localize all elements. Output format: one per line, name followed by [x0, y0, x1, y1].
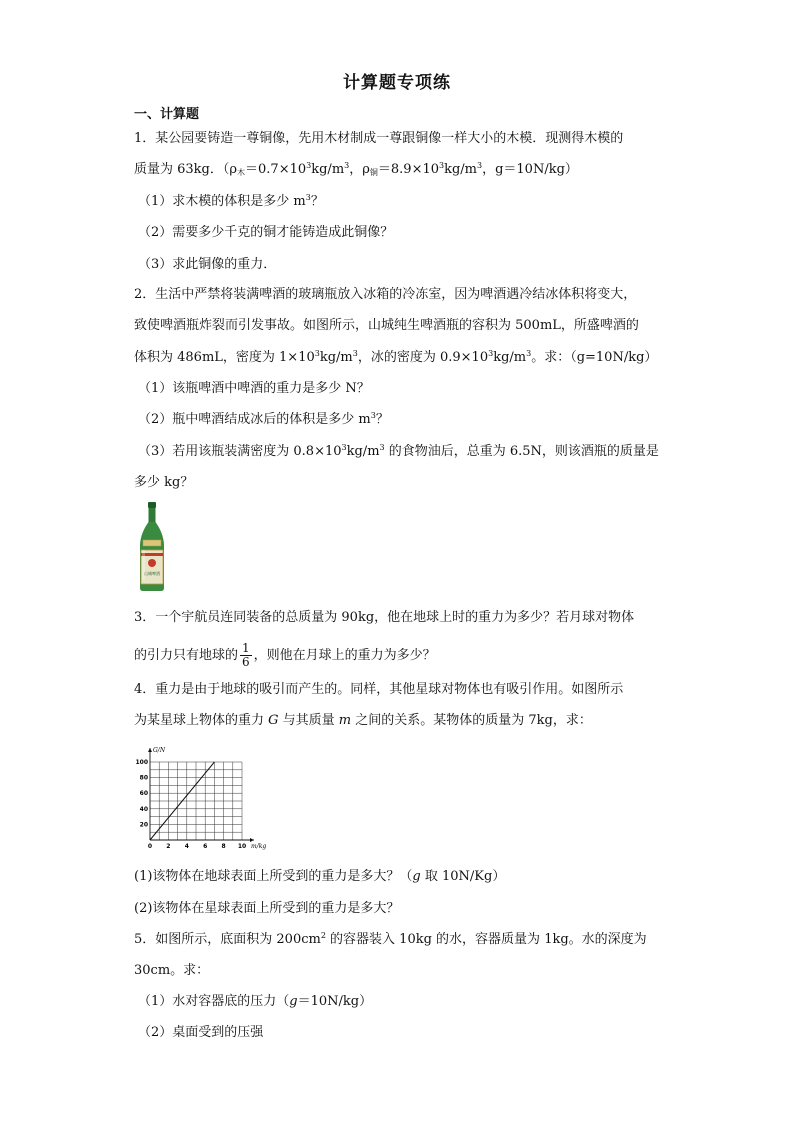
q2-line-1: 2．生活中严禁将装满啤酒的玻璃瓶放入冰箱的冷冻室，因为啤酒遇冷结冰体积将变大，	[134, 287, 637, 302]
q5-line-1	[134, 931, 647, 949]
x-tick-label: 2	[166, 843, 171, 850]
gravity-mass-graph	[126, 740, 266, 855]
q2-text: kg/m	[319, 350, 353, 365]
q4-var-m: m	[338, 713, 352, 728]
q2-sup: 3	[341, 443, 347, 452]
x-tick-label: 0	[147, 843, 153, 850]
q4-text: 取 10N/Kg）	[420, 869, 506, 884]
q2-part-2	[138, 411, 389, 429]
q1-text: （1）求木模的体积是多少 m	[138, 194, 306, 209]
q4-text: 之间的关系。某物体的质量为 7kg，求：	[351, 713, 592, 728]
q2-sup: 3	[488, 349, 494, 358]
y-tick-label: 40	[139, 805, 148, 813]
fraction-one-sixth	[240, 642, 252, 669]
q1-sub: 木	[237, 168, 246, 177]
q2-text: ？	[375, 412, 389, 427]
q2-part-3-cont: 多少 kg？	[134, 475, 194, 490]
x-axis-label: m/kg	[251, 843, 266, 850]
q5-text: 的容器装入 10kg 的水，容器质量为 1kg。水的深度为	[325, 932, 647, 947]
q2-text: 体积为 486mL，密度为 1×10	[134, 350, 315, 365]
y-tick-label: 80	[139, 774, 148, 782]
q5-text: ＝10N/kg）	[297, 994, 373, 1009]
x-axis-arrow	[250, 838, 254, 842]
q2-sup: 3	[314, 349, 320, 358]
q4-line-1: 4．重力是由于地球的吸引而产生的。同样，其他星球对物体也有吸引作用。如图所示	[134, 682, 624, 697]
q1-text: 质量为 63kg．（ρ	[134, 162, 238, 177]
q2-sup: 3	[526, 349, 532, 358]
x-tick-label: 10	[237, 843, 247, 850]
q4-part-2: (2)该物体在星球表面上所受到的重力是多大？	[134, 901, 400, 916]
q1-text: 1．某公园要铸造一尊铜像，先用木材制成一尊跟铜像一样大小的木模．现测得木模的	[134, 131, 624, 146]
q4-text: 与其质量	[278, 713, 339, 728]
x-tick-label: 8	[221, 843, 226, 850]
q1-text: ＝8.9×10	[377, 162, 439, 177]
q1-sup: 3	[306, 161, 312, 170]
q1-line-2	[134, 161, 578, 179]
y-tick-label: 100	[135, 759, 148, 766]
y-tick-label: 20	[139, 821, 148, 829]
q1-sub: 铜	[369, 168, 378, 177]
q3-line-1: 3．一个宇航员连同装备的总质量为 90kg，他在地球上时的重力为多少？若月球对物体	[134, 610, 635, 625]
q1-sup: 3	[344, 161, 350, 170]
q4-text: 为某星球上物体的重力	[134, 713, 269, 728]
q4-line-2	[134, 712, 592, 730]
q2-sup: 3	[352, 349, 358, 358]
q1-text: ，ρ	[349, 162, 370, 177]
q2-text: kg/m	[346, 444, 380, 459]
q5-text: 5．如图所示，底面积为 200cm	[134, 932, 321, 947]
bottle-label: 山城啤酒	[144, 571, 160, 576]
q5-part-1	[138, 993, 372, 1011]
q2-text: 的食物油后，总重为 6.5N，则该酒瓶的质量是	[384, 444, 659, 459]
x-tick-label: 6	[203, 843, 208, 850]
q4-part-1	[134, 868, 505, 886]
q4-var-G: G	[268, 713, 279, 728]
beer-bottle-image	[137, 500, 167, 592]
q2-text: 。求：（g=10N/kg）	[531, 350, 658, 365]
graph-grid	[150, 762, 242, 840]
y-axis-label: G/N	[153, 747, 166, 754]
q1-sup: 3	[477, 161, 483, 170]
q2-text: （2）瓶中啤酒结成冰后的体积是多少 m	[138, 412, 371, 427]
q2-line-3	[134, 349, 657, 367]
q2-line-2: 致使啤酒瓶炸裂而引发事故。如图所示，山城纯生啤酒瓶的容积为 500mL，所盛啤酒的	[134, 318, 639, 333]
q2-part-1: （1）该瓶啤酒中啤酒的重力是多少 N？	[138, 381, 370, 396]
q2-text: ，冰的密度为 0.9×10	[357, 350, 489, 365]
q3-text: 的引力只有地球的	[134, 648, 239, 663]
q1-part-2: （2）需要多少千克的铜才能铸造成此铜像？	[138, 225, 394, 240]
y-tick-label: 60	[139, 790, 148, 798]
q2-text: （3）若用该瓶装满密度为 0.8×10	[138, 444, 342, 459]
q1-sup: 3	[439, 161, 445, 170]
q4-var-g: g	[412, 869, 421, 884]
q1-line-1	[134, 130, 623, 148]
q1-text: kg/m	[311, 162, 345, 177]
graph-ticks	[135, 759, 246, 850]
q1-text: ＝0.7×10	[245, 162, 307, 177]
q1-part-1	[138, 193, 324, 211]
q1-text: ？	[310, 194, 324, 209]
q5-sup: 2	[320, 931, 326, 940]
q2-part-3	[138, 443, 659, 461]
y-axis-arrow	[148, 748, 152, 752]
q5-var-g: g	[289, 994, 298, 1009]
q2-text: kg/m	[493, 350, 527, 365]
page-title: 计算题专项练	[343, 73, 451, 93]
q1-text: kg/m	[444, 162, 477, 177]
q3-line-2	[134, 642, 436, 669]
q5-part-2: （2）桌面受到的压强	[138, 1025, 264, 1040]
q3-text: ，则他在月球上的重力为多少？	[253, 648, 436, 663]
q2-sup: 3	[370, 411, 376, 420]
fraction-denominator: 6	[242, 655, 250, 669]
q4-text: (1)该物体在地球表面上所受到的重力是多大？（	[134, 869, 413, 884]
q1-sup: 3	[305, 193, 311, 202]
q5-line-2: 30cm。求：	[134, 963, 210, 978]
fraction-numerator: 1	[242, 641, 250, 655]
q5-text: （1）水对容器底的压力（	[138, 994, 290, 1009]
q1-text: ，g＝10N/kg）	[482, 162, 578, 177]
q1-part-3: （3）求此铜像的重力．	[138, 257, 277, 272]
section-heading: 一、计算题	[134, 107, 200, 122]
q2-sup: 3	[379, 443, 385, 452]
x-tick-label: 4	[184, 843, 189, 850]
